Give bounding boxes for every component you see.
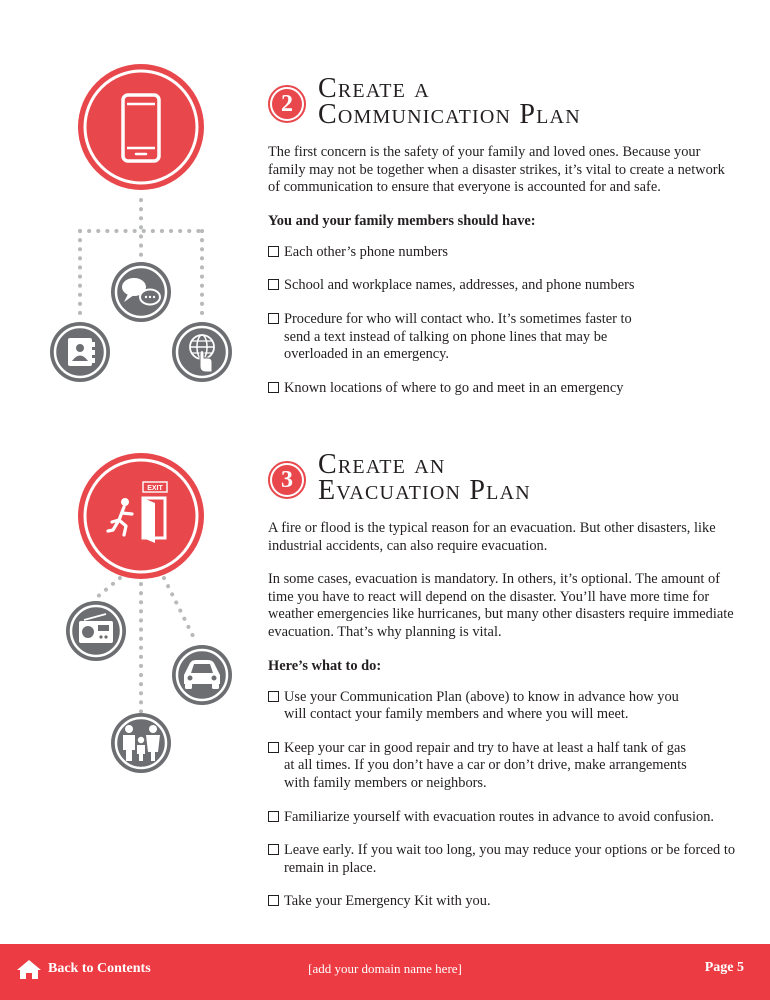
checkbox-icon[interactable] <box>268 313 279 324</box>
checkbox-icon[interactable] <box>268 895 279 906</box>
checklist-item <box>268 689 738 724</box>
title-line-1: Create a <box>318 73 430 104</box>
chat-bubbles-icon <box>111 262 171 322</box>
domain-placeholder: [add your domain name here] <box>308 961 462 976</box>
checklist-item-text: Keep your car in good repair and try to have at least a half tank of gas at all times. If you don’t have a car or don’t drive, make arrangements with family members or neighbors. <box>284 739 687 791</box>
checklist-heading: You and your family members should have: <box>268 212 536 229</box>
checklist-item-text: Leave early. If you wait too long, you may reduce your options or be forced to remain in place. <box>284 842 736 876</box>
checklist <box>268 689 738 911</box>
car-icon <box>172 645 232 705</box>
checklist-item-text: School and workplace names, addresses, and phone numbers <box>284 277 635 294</box>
checklist-item-text: Procedure for who will contact who. It’s sometimes faster to send a text instead of talking on phone lines that may be overloaded in an emergency. <box>284 310 632 363</box>
radio-icon <box>66 601 126 661</box>
step-number-badge <box>268 85 306 123</box>
step-number: 3 <box>272 465 302 495</box>
section-title <box>318 73 581 130</box>
family-icon <box>111 713 171 773</box>
section-heading <box>268 449 738 506</box>
checklist-item <box>268 893 738 911</box>
checklist-item <box>268 244 738 262</box>
checkbox-icon[interactable] <box>268 742 279 753</box>
checklist-item-text: Take your Emergency Kit with you. <box>284 893 491 910</box>
checklist-item-text: Each other’s phone numbers <box>284 243 448 260</box>
step-number: 2 <box>272 89 302 119</box>
title-line-2: Communication Plan <box>318 99 581 130</box>
page-footer <box>0 944 770 1000</box>
checklist-item <box>268 740 738 793</box>
checklist-item <box>268 809 738 827</box>
checklist-item-text: Use your Communication Plan (above) to know in advance how you will contact your family members and where you will meet. <box>284 688 679 723</box>
illustration-column <box>0 0 260 960</box>
address-book-icon <box>50 322 110 382</box>
checkbox-icon[interactable] <box>268 279 279 290</box>
checkbox-icon[interactable] <box>268 691 279 702</box>
checkbox-icon[interactable] <box>268 811 279 822</box>
checkbox-icon[interactable] <box>268 382 279 393</box>
evacuation-plan-section <box>268 449 738 927</box>
section-intro: The first concern is the safety of your family and loved ones. Because your family may not be together when a disaster strikes, it’s vital to create a network of communication to ensure that everyone is accounted for and safe. <box>268 144 725 196</box>
title-line-1: Create an <box>318 449 446 480</box>
checklist-item-text: Known locations of where to go and meet in an emergency <box>284 379 624 396</box>
title-line-2: Evacuation Plan <box>318 475 531 506</box>
checklist-item <box>268 842 738 877</box>
section-title <box>318 449 531 506</box>
back-to-contents-label: Back to Contents <box>48 961 151 976</box>
checklist-item <box>268 311 738 364</box>
checklist-item <box>268 380 738 398</box>
section-intro: In some cases, evacuation is mandatory. In others, it’s optional. The amount of time you have to react will depend on the disaster. You’ll have more time for weather emergencies like hurricanes, but many other disasters require immediate evacuation. That’s why planning is vital. <box>268 571 734 640</box>
exit-door-icon <box>78 453 204 579</box>
globe-touch-icon <box>172 322 232 382</box>
checklist-item-text: Familiarize yourself with evacuation routes in advance to avoid confusion. <box>284 808 714 825</box>
checkbox-icon[interactable] <box>268 844 279 855</box>
exit-sign-text: EXIT <box>147 485 163 492</box>
checklist-item <box>268 277 738 295</box>
section-heading <box>268 73 738 130</box>
step-number-badge <box>268 461 306 499</box>
checkbox-icon[interactable] <box>268 246 279 257</box>
section-intro: A fire or flood is the typical reason for an evacuation. But other disasters, like industrial accidents, can also require evacuation. <box>268 520 716 554</box>
communication-plan-section <box>268 73 738 413</box>
page-number: Page 5 <box>704 960 744 975</box>
checklist <box>268 244 738 398</box>
checklist-heading: Here’s what to do: <box>268 657 382 674</box>
smartphone-icon <box>78 64 204 190</box>
